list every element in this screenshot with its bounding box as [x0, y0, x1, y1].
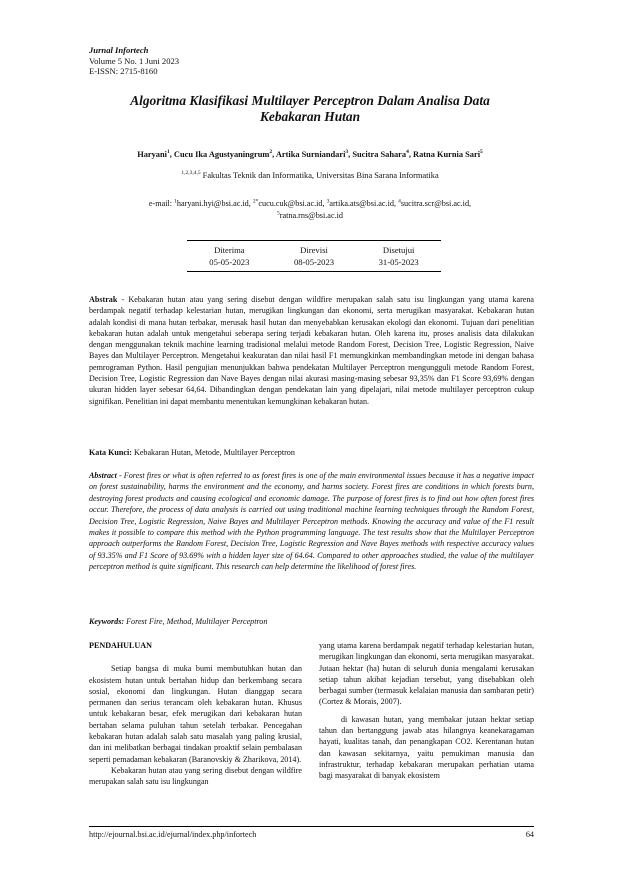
- keywords-text: Kebakaran Hutan, Metode, Multilayer Perceptron: [131, 448, 295, 457]
- email-address[interactable]: haryani.hyi@bsi.ac.id,: [176, 199, 251, 208]
- author-list: Haryani$^1$, Cucu Ika Agustyaningrum$^2$, Artika Surniandari$^3$, Sucitra Sahara$^4$, Ratna Kurnia Sari$^5$: [137, 149, 483, 159]
- date-value: 05-05-2023: [209, 257, 250, 267]
- keywords-en-text: Forest Fire, Method, Multilayer Perceptron: [124, 617, 268, 626]
- author-sup: 2: [269, 149, 273, 156]
- abstract-label: Abstrak: [89, 295, 118, 304]
- body-column-right: [319, 640, 534, 782]
- author-sup: 5: [480, 149, 483, 156]
- keywords-id: [89, 448, 534, 457]
- date-label: Direvisi: [300, 245, 328, 255]
- email-list: [85, 198, 535, 221]
- abstract-id: [89, 294, 534, 407]
- date-accepted: [356, 241, 441, 271]
- section-heading: PENDAHULUAN: [89, 641, 152, 650]
- keywords-en-label: Keywords:: [89, 617, 125, 626]
- submission-dates: [187, 240, 441, 272]
- author: Ratna Kurnia Sari: [413, 150, 481, 159]
- keywords-label: Kata Kunci:: [89, 448, 132, 457]
- body-paragraph: yang utama karena berdampak negatif terhadap kelestarian hutan, merugikan lingkungan dan ekonomi, serta merugikan masyarakat. Jutaan hektar (ha) hutan di seluruh dunia mengalami kerusakan setiap tahun akibat kejadian tersebut, yang disebabkan oleh berbagai sumber (termasuk kelalaian manusia dan sambaran petir) (Cortez & Morais, 2007).: [319, 641, 534, 707]
- date-label: Diterima: [214, 245, 245, 255]
- author: Sucitra Sahara: [352, 150, 407, 159]
- email-address[interactable]: artika.ats@bsi.ac.id,: [329, 199, 397, 208]
- email-sup: 2*: [252, 198, 259, 205]
- paper-title: [80, 93, 540, 125]
- date-received: [187, 241, 272, 271]
- footer-url[interactable]: http://ejournal.bsi.ac.id/ejurnal/index.php/infortech: [89, 830, 257, 839]
- journal-header: [89, 45, 179, 77]
- email-address[interactable]: sucitra.scr@bsi.ac.id,: [400, 199, 472, 208]
- abstract-en: [89, 470, 534, 573]
- author: Cucu Ika Agustyaningrum: [173, 150, 270, 159]
- email-sup: 1: [174, 198, 177, 205]
- email-sup: 3: [326, 198, 330, 205]
- journal-issn: E-ISSN: 2715-8160: [89, 66, 158, 76]
- email-prefix: e-mail:: [148, 199, 173, 208]
- affiliation-sup: 1,2,3,4,5: [181, 170, 201, 177]
- journal-name: Jurnal Infortech: [89, 45, 149, 55]
- keywords-en: [89, 617, 534, 626]
- date-revised: [272, 241, 357, 271]
- author-sup: 4: [406, 149, 409, 156]
- email-sup: 5: [277, 209, 280, 216]
- abstract-text: - Kebakaran hutan atau yang sering disebut dengan wildfire merupakan salah satu isu lingkungan yang utama karena berdampak negatif terhadap kelestarian hutan, merugikan lingkungan dan ekonomi, serta merugikan masyarakat. Kebakaran hutan adalah kondisi di mana hutan terbakar, merusak hasil hutan dan menyebabkan kerusakan ekologi dan ekonomi. Tujuan dari penelitian kebakaran hutan adalah untuk mengetahui seberapa sering terjadi kebakaran hutan. Oleh karena itu, proses analisis data dilakukan dengan menggunakan teknik machine learning tradisional melalui metode Random Forest, Decision Tree, Logistic Regression, Naive Bayes dan Multilayer Perceptron. Mengetahui keakuratan dan nilai hasil F1 memungkinkan membandingkan metode ini dengan bahasa pemrograman Python. Hasil pengujian menunjukkan bahwa pendekatan Multilayer Perceptron mengungguli metode Random Forest, Decision Tree, Logistic Regression dan Nave Bayes dengan nilai akurasi masing-masing sebesar 93,35% dan F1 Score 93,69% dengan ukuran hidden layer sebesar 64,64. Dibandingkan dengan pendekatan lain yang dipelajari, nilai metode multilayer perceptron cukup signifikan. Penelitian ini dapat membantu menentukan kemungkinan kebakaran hutan.: [89, 295, 534, 406]
- affiliation-text: Fakultas Teknik dan Informatika, Universitas Bina Sarana Informatika: [202, 171, 439, 180]
- abstract-en-text: - Forest fires or what is often referred to as forest fires is one of the main environmental issues because it has a negative impact on forest sustainability, harms the environment and the economy, and harms society. Forest fires are conditions in which forests burn, destroying forest products and causing ecological and economic damage. The purpose of forest fires is to find out how often forest fires occur. Therefore, the process of data analysis is carried out using traditional machine learning techniques through the Random Forest, Decision Tree, Logistic Regression, Naive Bayes and Multilayer Perceptron methods. Knowing the accuracy and value of the F1 result makes it possible to compare this method with the Python programming language. The test results show that the Multilayer Perceptron approach outperforms the Random Forest, Decision Tree, Logistic Regression and Nave Bayes methods with respective accuracy values of 93.35% and F1 Score of 93.69% with a hidden layer size of 64.64. Compared to other approaches studied, the value of the multilayer perceptron method is quite significant. This research can help determine the likelihood of forest fires.: [89, 471, 534, 572]
- body-paragraph: Kebakaran hutan atau yang sering disebut dengan wildfire merupakan salah satu isu lingkungan: [89, 765, 302, 787]
- affiliation: [60, 171, 560, 180]
- author: Haryani: [137, 150, 167, 159]
- abstract-en-label: Abstract: [89, 471, 117, 480]
- author-sup: 1: [166, 149, 170, 156]
- body-paragraph: Setiap bangsa di muka bumi membutuhkan hutan dan ekosistem hutan untuk bertahan hidup dan berkembang secara sosial, ekonomi dan lingkungan. Hutan dianggap secara permanen dan serius terancam oleh kebakaran hutan. Khusus untuk kebakaran besar, efek merugikan dari kebakaran hutan bertahan selama puluhan tahun setelah terbakar. Pencegahan kebakaran hutan adalah salah satu masalah yang paling krusial, dan ini melibatkan berbagai tindakan proaktif selain pembalasan seperti pemadaman kebakaran (Baranovskiy & Zharikova, 2014).: [89, 664, 302, 764]
- date-label: Disetujui: [382, 245, 415, 255]
- body-column-left: [89, 640, 302, 788]
- author-sup: 3: [345, 149, 349, 156]
- journal-volume: Volume 5 No. 1 Juni 2023: [89, 55, 180, 66]
- date-value: 31-05-2023: [378, 257, 419, 267]
- page-footer: [89, 826, 534, 839]
- email-sup: 4: [398, 198, 401, 205]
- page-number: 64: [525, 830, 534, 839]
- email-address[interactable]: ratna.rns@bsi.ac.id: [279, 210, 343, 220]
- email-address[interactable]: cucu.cuk@bsi.ac.id,: [258, 199, 325, 208]
- body-paragraph: di kawasan hutan, yang membakar jutaan hektar setiap tahun dan bertanggung jawab atas hilangnya keanekaragaman hayati, kualitas tanah, dan penangkapan CO2. Kerentanan hutan dan kawasan sekitarnya, yaitu pemukiman manusia dan infrastruktur, terhadap kebakaran merupakan perhatian utama bagi masyarakat di banyak ekosistem: [319, 714, 534, 781]
- title-line-1: Algoritma Klasifikasi Multilayer Perceptron Dalam Analisa Data: [130, 93, 490, 108]
- date-value: 08-05-2023: [293, 257, 335, 267]
- title-line-2: Kebakaran Hutan: [259, 109, 361, 124]
- author: Artika Surniandari: [275, 150, 346, 159]
